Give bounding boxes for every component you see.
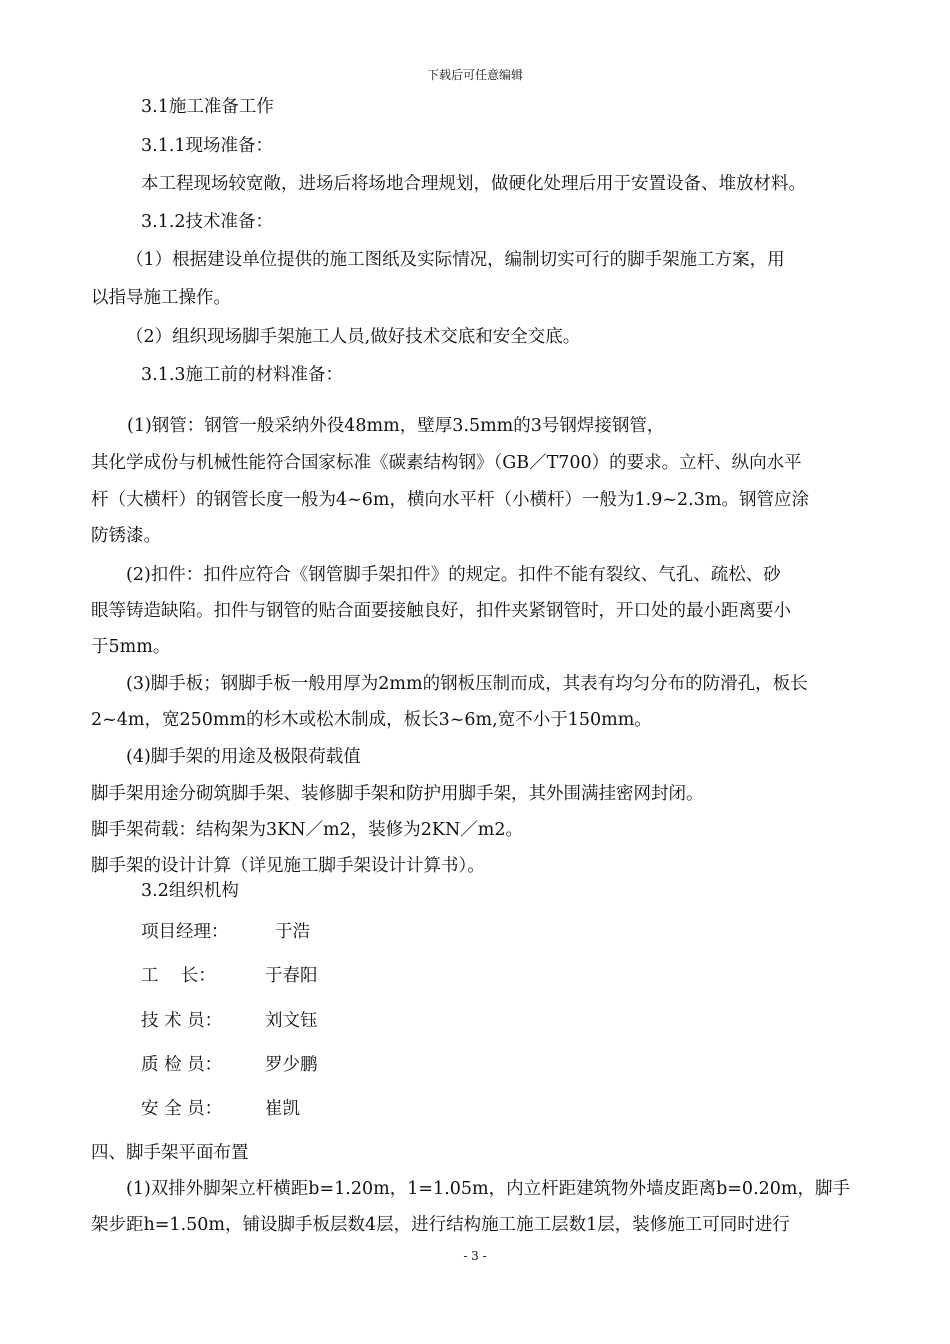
paragraph-line: 以指导施工操作。 bbox=[91, 288, 231, 308]
subsection-3-1-2-heading: 3.1.2技术准备： bbox=[141, 212, 274, 232]
paragraph-line: 防锈漆。 bbox=[91, 526, 161, 546]
org-label-project-manager: 项目经理： bbox=[141, 922, 229, 942]
paragraph-line: 于5mm。 bbox=[91, 637, 171, 657]
org-label-quality-inspector: 质 检 员： bbox=[141, 1055, 223, 1075]
paragraph-line: 架步距h=1.50m，铺设脚手板层数4层，进行结构施工施工层数1层，装修施工可同时进行 bbox=[91, 1215, 790, 1235]
paragraph-line: （1）根据建设单位提供的施工图纸及实际情况，编制切实可行的脚手架施工方案，用 bbox=[126, 250, 785, 270]
section-4-heading: 四、脚手架平面布置 bbox=[91, 1143, 249, 1163]
paragraph-line: (1)双排外脚架立杆横距b=1.20m，1=1.05m，内立杆距建筑物外墙皮距离b=0.20m，脚手 bbox=[126, 1179, 850, 1199]
paragraph-line: （2）组织现场脚手架施工人员,做好技术交底和安全交底。 bbox=[126, 327, 581, 347]
paragraph-line: (1)钢管：钢管一般采纳外役48mm，壁厚3.5mm的3号钢焊接钢管， bbox=[127, 416, 665, 436]
paragraph-line: 脚手架用途分砌筑脚手架、装修脚手架和防护用脚手架，其外围满挂密网封闭。 bbox=[91, 784, 704, 804]
org-name-safety-officer: 崔凯 bbox=[265, 1099, 300, 1119]
paragraph-line: 其化学成份与机械性能符合国家标准《碳素结构钢》（GB／T700）的要求。立杆、纵向水平 bbox=[91, 453, 802, 473]
section-3-2-heading: 3.2组织机构 bbox=[141, 881, 239, 901]
paragraph-line: (4)脚手架的用途及极限荷载值 bbox=[126, 747, 361, 767]
paragraph-line: 杆（大横杆）的钢管长度一般为4~6m，横向水平杆（小横杆）一般为1.9~2.3m。钢管应涂 bbox=[91, 490, 809, 510]
paragraph-line: 眼等铸造缺陷。扣件与钢管的贴合面要接触良好，扣件夹紧钢管时，开口处的最小距离要小 bbox=[91, 601, 791, 621]
paragraph-line: (2)扣件：扣件应符合《钢管脚手架扣件》的规定。扣件不能有裂纹、气孔、疏松、砂 bbox=[126, 565, 781, 585]
section-3-1-heading: 3.1施工准备工作 bbox=[141, 97, 274, 117]
paragraph-line: 脚手架荷载：结构架为3KN／m2，装修为2KN／m2。 bbox=[91, 820, 523, 840]
paragraph-line: 脚手架的设计计算（详见施工脚手架设计计算书）。 bbox=[91, 856, 485, 876]
org-label-safety-officer: 安 全 员： bbox=[141, 1099, 223, 1119]
paragraph-line: (3)脚手板；钢脚手板一般用厚为2mm的钢板压制而成，其表有均匀分布的防滑孔，板长 bbox=[126, 674, 808, 694]
org-name-foreman: 于春阳 bbox=[265, 966, 318, 986]
paragraph-line: 本工程现场较宽敞，进场后将场地合理规划，做硬化处理后用于安置设备、堆放材料。 bbox=[141, 174, 806, 194]
org-label-technician: 技 术 员： bbox=[141, 1011, 223, 1031]
org-name-technician: 刘文钰 bbox=[265, 1011, 318, 1031]
org-label-foreman: 工 长： bbox=[141, 966, 216, 986]
page-number: - 3 - bbox=[463, 1249, 487, 1263]
org-name-project-manager: 于浩 bbox=[275, 922, 310, 942]
subsection-3-1-1-heading: 3.1.1现场准备： bbox=[141, 136, 274, 156]
page-header: 下载后可任意编辑 bbox=[426, 68, 523, 82]
paragraph-line: 2~4m，宽250mm的杉木或松木制成，板长3~6m,宽不小于150mm。 bbox=[91, 710, 652, 730]
subsection-3-1-3-heading: 3.1.3施工前的材料准备： bbox=[141, 365, 344, 385]
org-name-quality-inspector: 罗少鹏 bbox=[265, 1055, 318, 1075]
